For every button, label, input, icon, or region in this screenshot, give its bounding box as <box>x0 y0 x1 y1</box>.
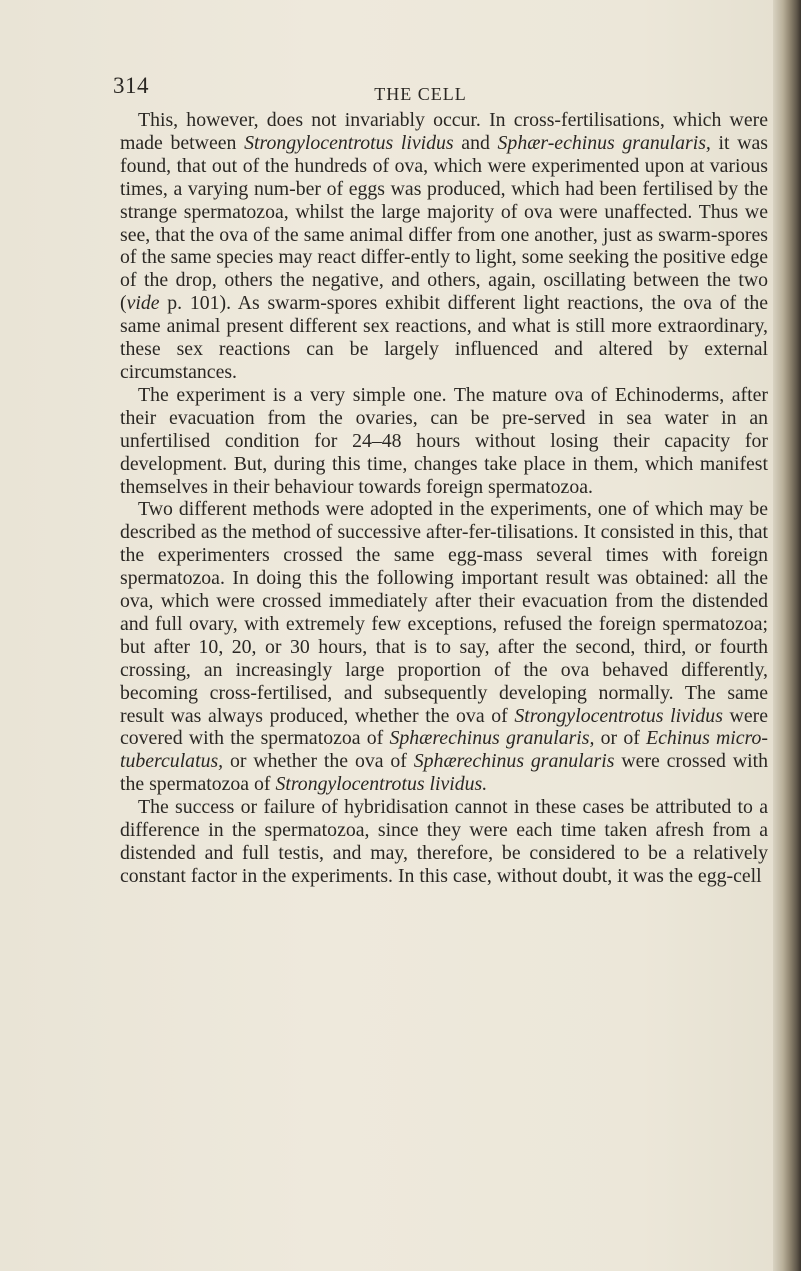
italic-text-run: Strongylocentrotus lividus. <box>275 773 488 796</box>
text-run: This, however, does not invariably occur. In cross-fertilisations, which were made between <box>120 109 768 154</box>
italic-text-run: Sphær-echinus granularis, <box>497 131 711 154</box>
paragraph-2 <box>120 384 768 499</box>
italic-text-run: vide <box>126 292 160 315</box>
paragraph-4 <box>120 796 768 888</box>
text-run: The experiment is a very simple one. The mature ova of Echinoderms, after their evacuation from the ovaries, can be pre-served in sea water in an unfertilised condition for 24–48 hours without losing their capacity for development. But, during this time, changes take place in them, which manifest themselves in their behaviour towards foreign spermatozoa. <box>120 383 768 498</box>
paragraph-1 <box>120 109 768 384</box>
italic-text-run: Echinus micro-tuberculatus, <box>120 727 768 773</box>
text-run: p. 101). As swarm-spores exhibit different light reactions, the ova of the same animal present different sex reactions, and what is still more extraordinary, these sex reactions can be largely influenced and altered by external circumstances. <box>120 292 768 383</box>
text-run: Two different methods were adopted in the experiments, one of which may be described as the method of successive after-fer-tilisations. It consisted in this, that the experimenters crossed the same egg-mass several times with foreign spermatozoa. In doing this the following important result was obtained: all the ova, which were crossed immediately after their evacuation from the distended and full ovary, with extremely few exceptions, refused the foreign spermatozoa; but after 10, 20, or 30 hours, that is to say, after the second, third, or fourth crossing, an increasingly large proportion of the ova behaved differently, becoming cross-fertilised, and subsequently developing normally. The same result was always produced, whether the ova of <box>120 498 768 727</box>
text-run: or of <box>594 727 647 750</box>
book-spine-shadow <box>773 0 801 1271</box>
italic-text-run: Sphærechinus granularis <box>413 750 615 773</box>
text-run: and <box>453 131 498 154</box>
italic-text-run: Sphærechinus granularis, <box>389 727 595 750</box>
text-run: or whether the ova of <box>223 750 414 773</box>
text-run: The success or failure of hybridisation cannot in these cases be attributed to a difference in the spermatozoa, since they were each time taken afresh from a distended and full testis, and may, therefore, be considered to be a relatively constant factor in the experiments. In this case, without doubt, it was the egg-cell <box>120 796 768 887</box>
text-run: were crossed with the spermatozoa of <box>120 750 768 796</box>
italic-text-run: Strongylocentrotus lividus <box>244 131 454 154</box>
italic-text-run: Strongylocentrotus lividus <box>514 704 723 727</box>
paragraph-3 <box>120 498 768 796</box>
running-head: THE CELL <box>374 84 467 104</box>
text-run: were covered with the spermatozoa of <box>120 704 768 750</box>
page-number: 314 <box>113 73 149 98</box>
body-text <box>120 109 768 888</box>
text-run: it was found, that out of the hundreds of ova, which were experimented upon at various times, a varying num-ber of eggs was produced, which had been fertilised by the strange spermatozoa, whilst the large majority of ova were unaffected. Thus we see, that the ova of the same animal differ from one another, just as swarm-spores of the same species may react differ-ently to light, some seeking the positive edge of the drop, others the negative, and others, again, oscillating between the two ( <box>120 131 768 315</box>
